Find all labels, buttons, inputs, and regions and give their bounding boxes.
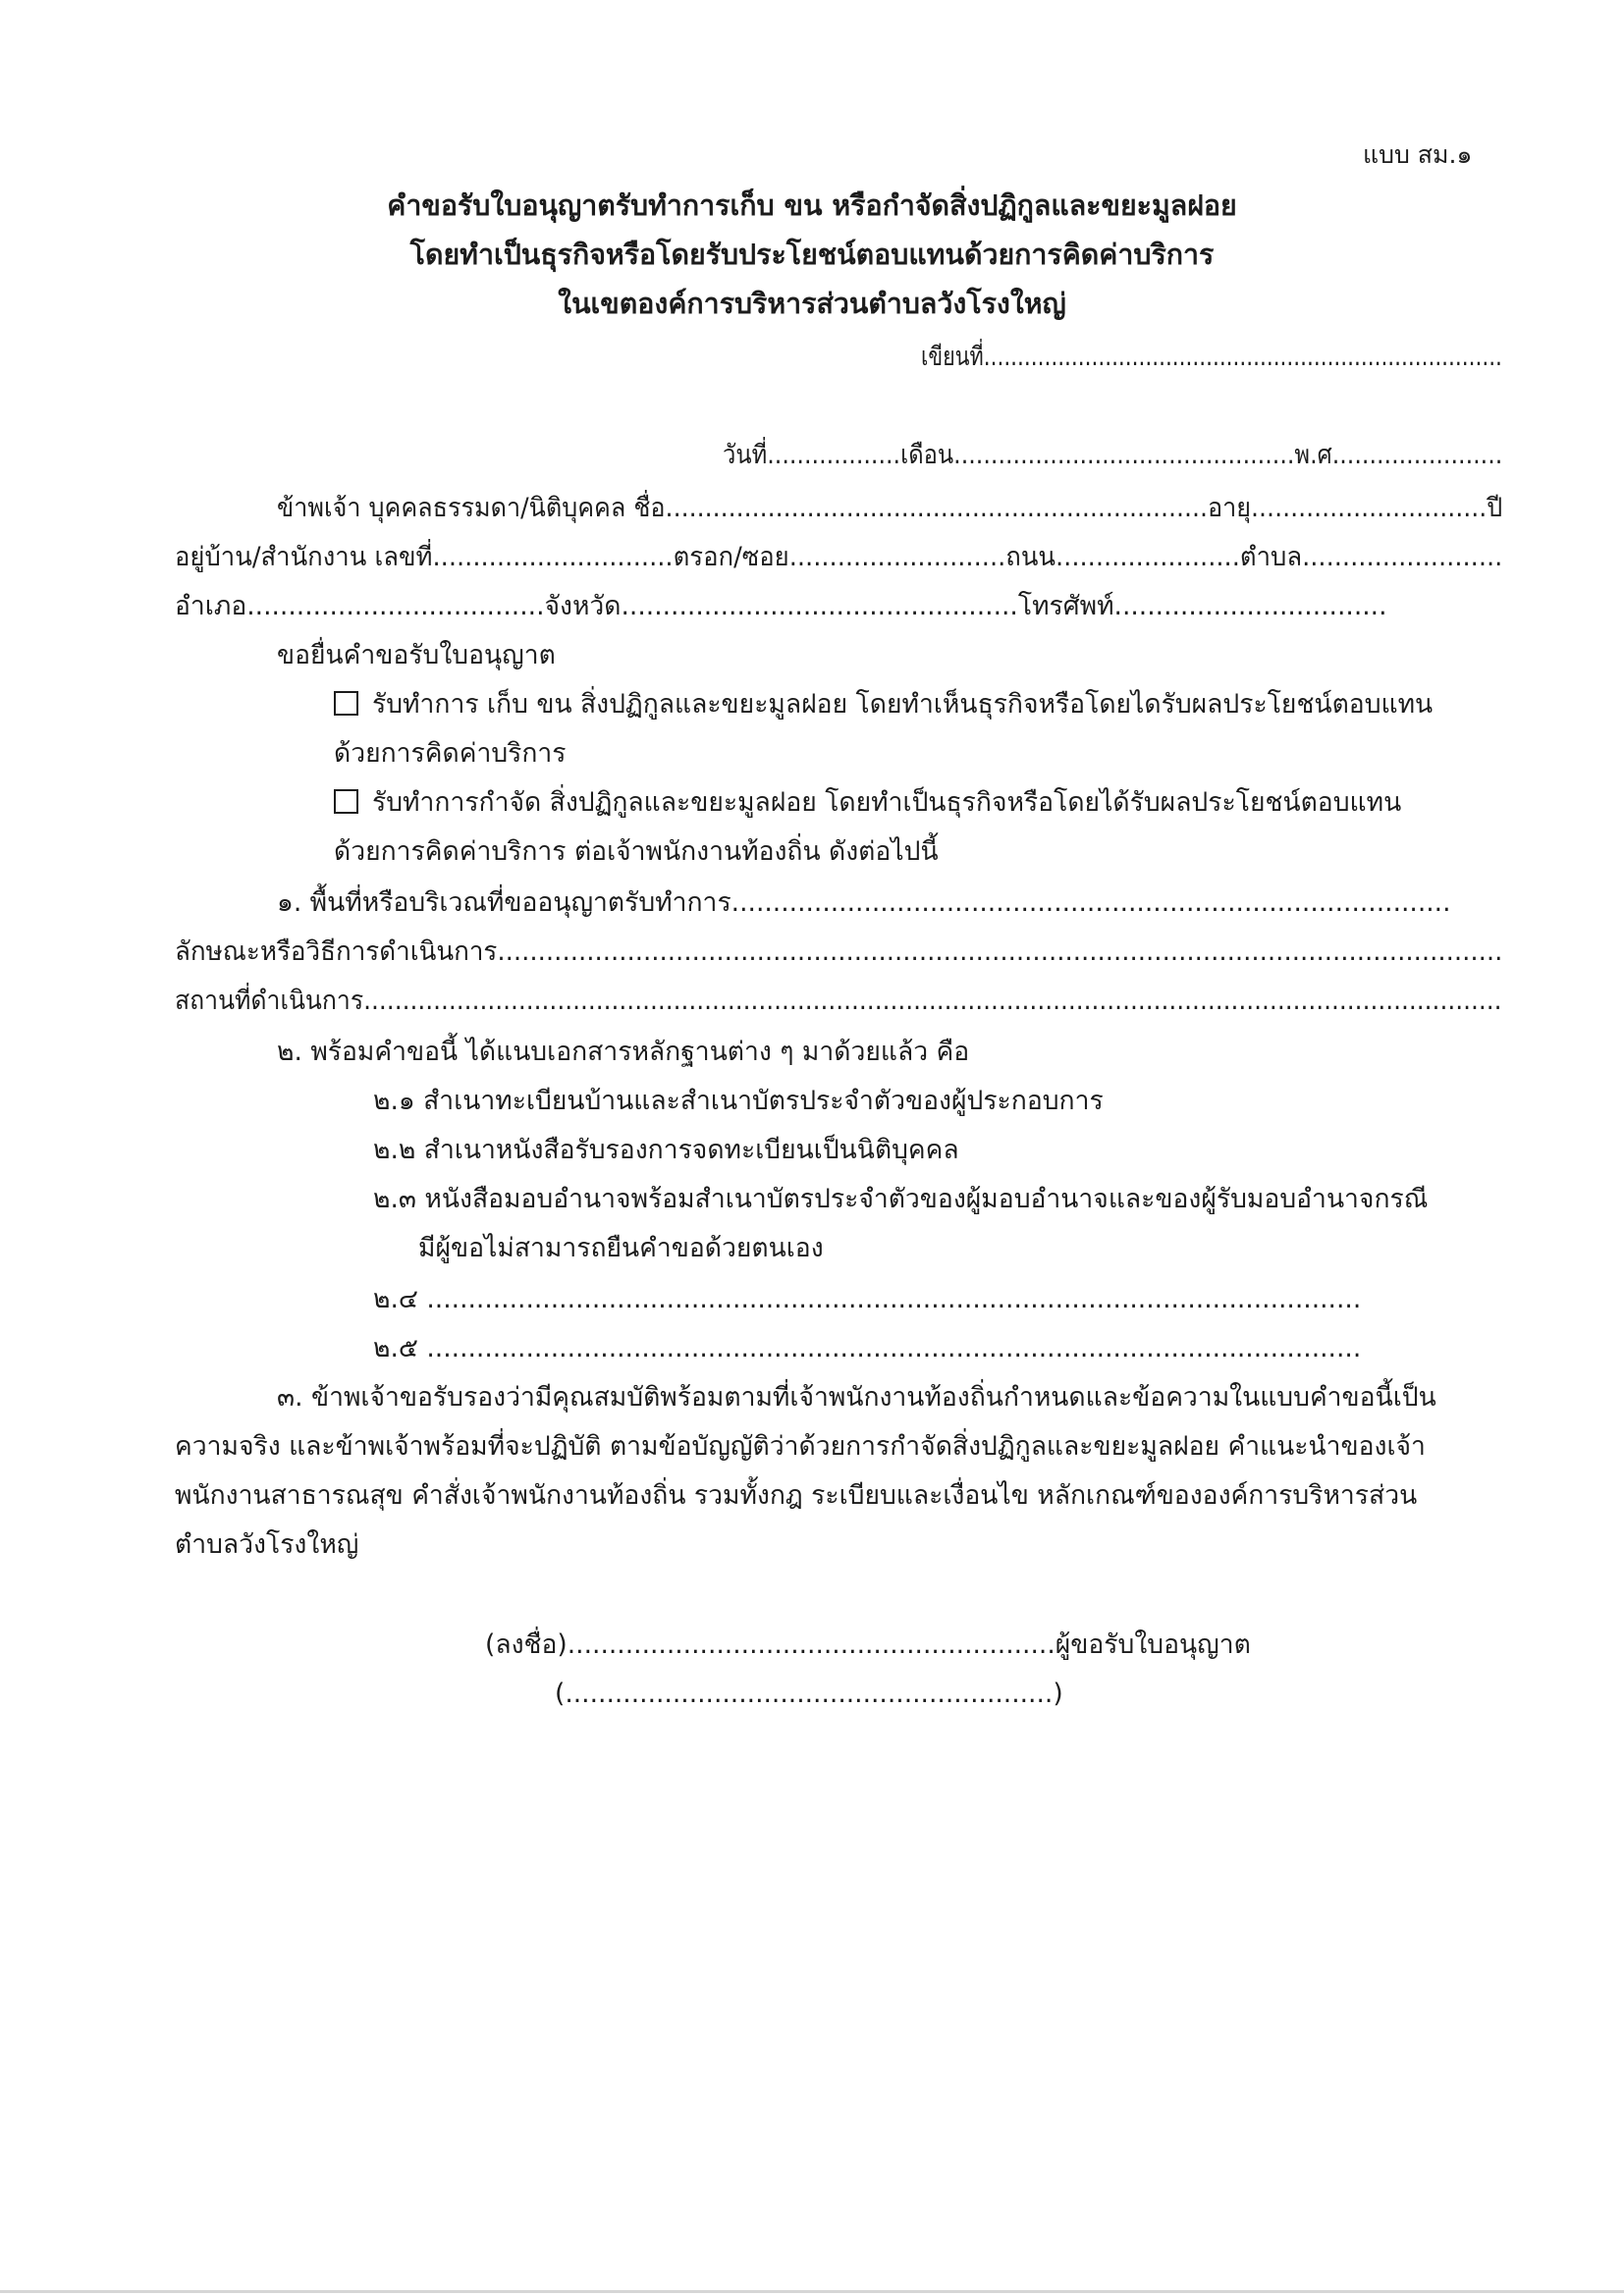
option-collect-transport-checkbox[interactable]	[334, 691, 358, 716]
item2-sub3-continuation: มีผู้ขอไม่สามารถยืนคำขอด้วยตนเอง	[418, 1233, 824, 1263]
applicant-district-line[interactable]: อำเภอ....................................จังหวัด................................................โทรศัพท์.................................	[175, 591, 1387, 621]
option-collect-transport-label: รับทำการ เก็บ ขน สิ่งปฏิกูลและขยะมูลฝอย โดยทำเห็นธุรกิจหรือโดยไดรับผลประโยชน์ตอบแทน	[372, 689, 1434, 720]
request-heading: ขอยื่นคำขอรับใบอนุญาต	[277, 640, 556, 670]
option-collect-transport-continuation: ด้วยการคิดค่าบริการ	[334, 738, 567, 769]
signature-name-field[interactable]: (...........................................................)	[555, 1679, 1063, 1709]
form-title-line-2: โดยทำเป็นธุรกิจหรือโดยรับประโยชน์ตอบแทนด้วยการคิดค่าบริการ	[409, 239, 1215, 271]
item3-line-2: ความจริง และข้าพเจ้าพร้อมที่จะปฏิบัติ ตามข้อบัญญัติว่าด้วยการกำจัดสิ่งปฏิกูลและขยะมูลฝอย คำแนะนำของเจ้า	[175, 1431, 1426, 1462]
item3-line-4: ตำบลวังโรงใหญ่	[175, 1529, 359, 1560]
option-disposal-label: รับทำการกำจัด สิ่งปฏิกูลและขยะมูลฝอย โดยทำเป็นธุรกิจหรือโดยได้รับผลประโยชน์ตอบแทน	[372, 787, 1402, 818]
item2-heading: ๒. พร้อมคำขอนี้ ได้แนบเอกสารหลักฐานต่าง ๆ มาด้วยแล้ว คือ	[277, 1037, 970, 1067]
applicant-address-line[interactable]: อยู่บ้าน/สำนักงาน เลขที่..............................ตรอก/ซอย...........................ถนน.......................ตำบล.........................	[175, 542, 1503, 572]
signature-field[interactable]: (ลงชื่อ)...........................................................ผู้ขอรับใบอนุญาต	[485, 1629, 1251, 1660]
item1-method-field[interactable]: ลักษณะหรือวิธีการดำเนินการ............................................................................................................................	[175, 936, 1503, 967]
option-disposal-checkbox[interactable]	[334, 789, 358, 814]
option-collect-transport[interactable]	[334, 687, 1433, 722]
option-disposal-continuation: ด้วยการคิดค่าบริการ ต่อเจ้าพนักงานท้องถิ่น ดังต่อไปนี้	[334, 836, 939, 867]
form-code: แบบ สม.๑	[1363, 140, 1473, 169]
option-disposal[interactable]	[334, 785, 1401, 821]
item1-area-field[interactable]: ๑. พื้นที่หรือบริเวณที่ขออนุญาตรับทำการ.......................................................................................	[277, 887, 1451, 918]
item2-sub3: ๒.๓ หนังสือมอบอำนาจพร้อมสำเนาบัตรประจำตัวของผู้มอบอำนาจและของผู้รับมอบอำนาจกรณี	[373, 1184, 1429, 1214]
item2-sub2: ๒.๒ สำเนาหนังสือรับรองการจดทะเบียนเป็นนิติบุคคล	[373, 1135, 959, 1165]
item1-location-field[interactable]: สถานที่ดำเนินการ...................................................................................................................................................	[175, 986, 1502, 1016]
date-field[interactable]: วันที่..................เดือน..............................................พ.ศ.......................	[723, 440, 1503, 470]
applicant-name-line[interactable]: ข้าพเจ้า บุคคลธรรมดา/นิติบุคคล ชื่อ.....................................................................อายุ..............................ปี	[277, 493, 1503, 523]
form-title-line-1: คำขอรับใบอนุญาตรับทำการเก็บ ขน หรือกำจัดสิ่งปฏิกูลและขยะมูลฝอย	[387, 189, 1237, 222]
item2-sub5-field[interactable]: ๒.๕ .................................................................................................................	[373, 1333, 1362, 1363]
item2-sub1: ๒.๑ สำเนาทะเบียนบ้านและสำเนาบัตรประจำตัวของผู้ประกอบการ	[373, 1086, 1104, 1116]
written-at-field[interactable]: เขียนที่.............................................................................	[921, 342, 1502, 372]
form-title-line-3: ในเขตองค์การบริหารส่วนตำบลวังโรงใหญ่	[558, 288, 1066, 320]
item3-line-1: ๓. ข้าพเจ้าขอรับรองว่ามีคุณสมบัติพร้อมตามที่เจ้าพนักงานท้องถิ่นกำหนดและข้อความในแบบคำขอนี้เป็น	[277, 1382, 1436, 1413]
item2-sub4-field[interactable]: ๒.๔ .................................................................................................................	[373, 1284, 1362, 1314]
scan-bottom-edge	[0, 2290, 1624, 2293]
item3-line-3: พนักงานสาธารณสุข คำสั่งเจ้าพนักงานท้องถิ่น รวมทั้งกฎ ระเบียบและเงื่อนไข หลักเกณฑ์ขององค์การบริหารส่วน	[175, 1480, 1418, 1511]
